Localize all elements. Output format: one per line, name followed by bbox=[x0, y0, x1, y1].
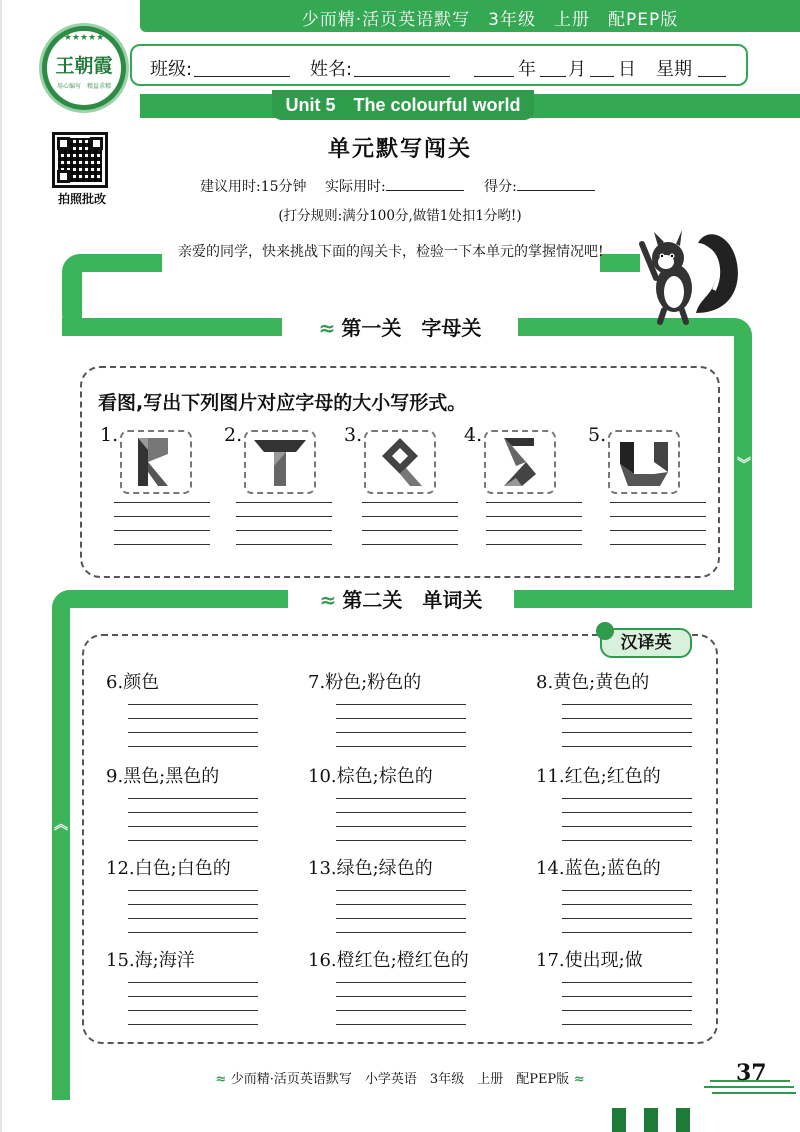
answer-line[interactable] bbox=[336, 746, 466, 747]
answer-line[interactable] bbox=[362, 516, 458, 517]
answer-line[interactable] bbox=[236, 530, 332, 531]
answer-line[interactable] bbox=[128, 904, 258, 905]
answer-line[interactable] bbox=[562, 904, 692, 905]
month-field[interactable] bbox=[540, 76, 566, 77]
answer-line[interactable] bbox=[486, 502, 582, 503]
answer-line[interactable] bbox=[562, 1024, 692, 1025]
page-number: 37 bbox=[736, 1060, 767, 1086]
footer-block bbox=[612, 1108, 626, 1132]
answer-line[interactable] bbox=[336, 996, 466, 997]
wave-icon: ≈ bbox=[319, 588, 337, 612]
answer-line[interactable] bbox=[128, 1010, 258, 1011]
footer-stripe bbox=[712, 1092, 796, 1094]
answer-line[interactable] bbox=[610, 502, 706, 503]
answer-line[interactable] bbox=[128, 840, 258, 841]
answer-line[interactable] bbox=[128, 996, 258, 997]
answer-line[interactable] bbox=[114, 502, 210, 503]
answer-line[interactable] bbox=[486, 530, 582, 531]
answer-line[interactable] bbox=[610, 544, 706, 545]
answer-line[interactable] bbox=[128, 826, 258, 827]
answer-line[interactable] bbox=[610, 516, 706, 517]
answer-line[interactable] bbox=[562, 932, 692, 933]
answer-line[interactable] bbox=[236, 502, 332, 503]
answer-line[interactable] bbox=[336, 812, 466, 813]
answer-line[interactable] bbox=[128, 890, 258, 891]
answer-line[interactable] bbox=[128, 798, 258, 799]
actual-time-label: 实际用时: bbox=[324, 179, 386, 195]
answer-line[interactable] bbox=[562, 732, 692, 733]
time-score-row bbox=[200, 176, 620, 196]
answer-line[interactable] bbox=[486, 516, 582, 517]
year-field[interactable] bbox=[474, 76, 514, 77]
answer-line[interactable] bbox=[336, 890, 466, 891]
answer-line[interactable] bbox=[362, 530, 458, 531]
wave-icon: ≈ bbox=[318, 316, 336, 340]
student-info-bar bbox=[130, 44, 748, 86]
answer-line[interactable] bbox=[562, 746, 692, 747]
name-field[interactable] bbox=[354, 76, 450, 77]
chevron-up-icon: ︽ bbox=[54, 817, 68, 833]
answer-line[interactable] bbox=[562, 996, 692, 997]
answer-line[interactable] bbox=[336, 918, 466, 919]
squirrel-mascot-icon bbox=[636, 218, 746, 330]
page-title: 单元默写闯关 bbox=[327, 137, 472, 162]
class-field[interactable] bbox=[194, 76, 290, 77]
name-label: 姓名: bbox=[310, 59, 353, 80]
logo-subtext: 用心编写 精益求精 bbox=[56, 83, 111, 90]
footer-stripe bbox=[704, 1086, 794, 1088]
qr-code-icon[interactable] bbox=[52, 132, 108, 188]
answer-line[interactable] bbox=[336, 932, 466, 933]
answer-line[interactable] bbox=[128, 718, 258, 719]
answer-line[interactable] bbox=[336, 1010, 466, 1011]
answer-line[interactable] bbox=[128, 1024, 258, 1025]
month-label: 月 bbox=[568, 59, 586, 80]
answer-line[interactable] bbox=[336, 704, 466, 705]
answer-line[interactable] bbox=[336, 718, 466, 719]
answer-line[interactable] bbox=[336, 826, 466, 827]
section1-header: ≈ 第一关 字母关 bbox=[282, 310, 518, 346]
wave-icon: ≈ bbox=[215, 1072, 231, 1087]
publisher-logo bbox=[42, 26, 126, 110]
page-edge bbox=[0, 0, 2, 1132]
answer-line[interactable] bbox=[336, 1024, 466, 1025]
score-label: 得分: bbox=[484, 179, 517, 195]
footer-text: ≈ 少而精·活页英语默写 小学英语 3年级 上册 配PEP版 ≈ bbox=[215, 1072, 585, 1087]
section1-instruction: 看图,写出下列图片对应字母的大小写形式。 bbox=[98, 392, 467, 414]
answer-line[interactable] bbox=[336, 904, 466, 905]
unit-title: Unit 5 The colourful world bbox=[272, 90, 534, 120]
answer-line[interactable] bbox=[486, 544, 582, 545]
day-label: 日 bbox=[618, 59, 636, 80]
series-title: 少而精·活页英语默写 3年级 上册 配PEP版 bbox=[301, 10, 679, 30]
answer-line[interactable] bbox=[562, 1010, 692, 1011]
section2-header: ≈ 第二关 单词关 bbox=[288, 582, 514, 618]
footer-block bbox=[676, 1108, 690, 1132]
class-label: 班级: bbox=[150, 59, 193, 80]
answer-line[interactable] bbox=[128, 732, 258, 733]
answer-line[interactable] bbox=[128, 918, 258, 919]
wave-icon: ≈ bbox=[569, 1072, 585, 1087]
answer-line[interactable] bbox=[336, 798, 466, 799]
answer-line[interactable] bbox=[562, 798, 692, 799]
tangram-letter-r-icon bbox=[120, 430, 192, 494]
logo-text: 王朝霞 bbox=[55, 55, 113, 77]
scoring-rule: (打分规则:满分100分,做错1处扣1分哟!) bbox=[278, 208, 522, 224]
footer-block bbox=[644, 1108, 658, 1132]
answer-line[interactable] bbox=[562, 826, 692, 827]
answer-line[interactable] bbox=[562, 718, 692, 719]
answer-line[interactable] bbox=[128, 982, 258, 983]
answer-line[interactable] bbox=[562, 890, 692, 891]
day-field[interactable] bbox=[590, 76, 614, 77]
weekday-field[interactable] bbox=[698, 76, 726, 77]
answer-line[interactable] bbox=[562, 812, 692, 813]
answer-line[interactable] bbox=[128, 746, 258, 747]
answer-line[interactable] bbox=[336, 732, 466, 733]
tangram-letter-u-icon bbox=[608, 430, 680, 494]
track-left bbox=[52, 590, 70, 1100]
answer-line[interactable] bbox=[336, 840, 466, 841]
suggested-time: 建议用时:15分钟 bbox=[200, 179, 307, 195]
answer-line[interactable] bbox=[610, 530, 706, 531]
answer-line[interactable] bbox=[562, 982, 692, 983]
answer-line[interactable] bbox=[128, 704, 258, 705]
answer-line[interactable] bbox=[236, 544, 332, 545]
actual-time-field[interactable] bbox=[386, 179, 464, 191]
answer-line[interactable] bbox=[114, 544, 210, 545]
answer-line[interactable] bbox=[114, 516, 210, 517]
answer-line[interactable] bbox=[562, 918, 692, 919]
tangram-letter-q-icon bbox=[364, 430, 436, 494]
tangram-letter-s-icon bbox=[484, 430, 556, 494]
intro-text: 亲爱的同学，快来挑战下面的闯关卡，检验一下本单元的掌握情况吧! bbox=[178, 244, 604, 260]
chevron-down-icon: ︾ bbox=[737, 457, 751, 473]
answer-line[interactable] bbox=[128, 812, 258, 813]
answer-line[interactable] bbox=[362, 502, 458, 503]
answer-line[interactable] bbox=[362, 544, 458, 545]
year-label: 年 bbox=[518, 59, 536, 80]
answer-line[interactable] bbox=[114, 530, 210, 531]
chinese-to-english-badge: 汉译英 bbox=[600, 628, 692, 658]
stars-icon: ★★★★★ bbox=[63, 33, 105, 43]
track-top-left bbox=[62, 254, 162, 272]
answer-line[interactable] bbox=[336, 982, 466, 983]
qr-caption: 拍照批改 bbox=[57, 192, 106, 206]
answer-line[interactable] bbox=[236, 516, 332, 517]
answer-line[interactable] bbox=[562, 840, 692, 841]
answer-line[interactable] bbox=[562, 704, 692, 705]
tangram-letter-t-icon bbox=[244, 430, 316, 494]
weekday-label: 星期 bbox=[656, 59, 692, 80]
answer-line[interactable] bbox=[128, 932, 258, 933]
tag-dot-icon bbox=[596, 622, 614, 640]
score-field[interactable] bbox=[517, 179, 595, 191]
